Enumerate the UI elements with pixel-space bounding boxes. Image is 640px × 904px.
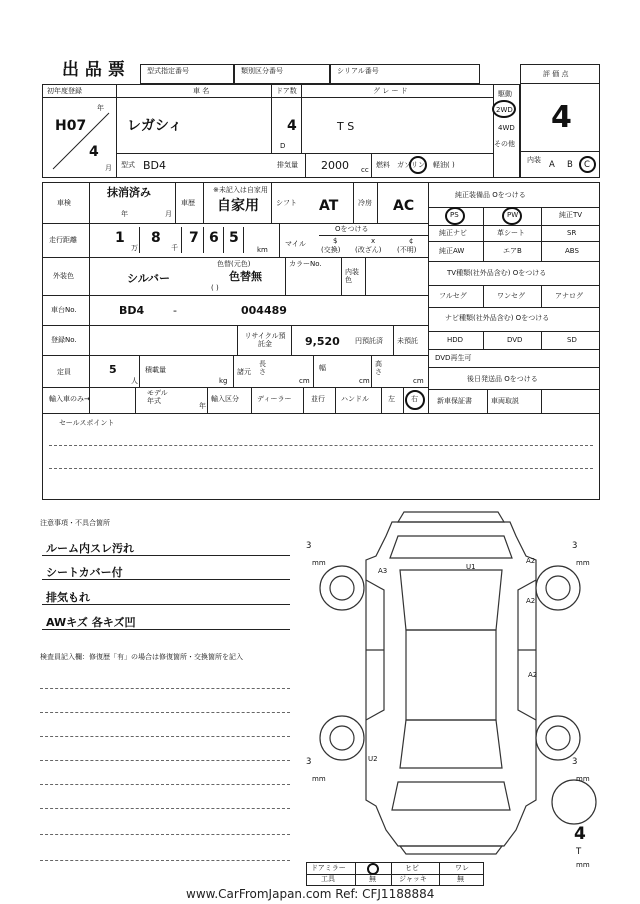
mile-label: マイル (285, 240, 306, 248)
inspection-month: 月 (165, 210, 172, 218)
mileage-digit-1: 1 (115, 230, 125, 246)
equipment-title: 純正装備品 Oをつける (455, 191, 526, 199)
tread-rr-unit: mm (576, 775, 590, 783)
equip-pw: PW (507, 211, 519, 219)
type-value: BD4 (143, 159, 167, 172)
model-year-unit: 年 (199, 402, 206, 410)
equip-pw-circle (502, 207, 522, 225)
note-item-1: ルーム内スレ汚れ (46, 542, 134, 555)
doors-label: ドア数 (276, 87, 297, 95)
equip-leather: 革シート (497, 229, 525, 237)
color-label: 外装色 (53, 272, 74, 280)
crack-label: ヒビ (405, 864, 419, 872)
inspection-year: 年 (121, 210, 128, 218)
equip-tv: 純正TV (559, 211, 583, 219)
reg-year-label: 年 (97, 104, 104, 112)
doors-value: 4 (287, 118, 297, 134)
tread-fr-unit: mm (576, 559, 590, 567)
ac-label: 冷房 (358, 199, 372, 207)
mileage-circle-note: Oをつける (335, 225, 369, 233)
mileage-label: 走行距離 (49, 236, 77, 244)
nav-dvd: DVD (507, 336, 523, 344)
doors-unit: D (280, 142, 286, 150)
drive-other: その他 (494, 140, 515, 148)
damage-u2: U2 (368, 755, 378, 763)
repaint-paren: ( ) (211, 284, 219, 292)
interior-grade-b: B (567, 160, 573, 170)
mileage-opt3-sub: (不明) (397, 246, 417, 254)
equip-sr: SR (567, 229, 577, 237)
color-value: シルバー (127, 272, 170, 285)
height-unit: cm (413, 377, 424, 385)
score-value: 4 (551, 100, 572, 135)
tv-oneseg: ワンセグ (497, 292, 525, 300)
nav-hdd: HDD (447, 336, 464, 344)
spare-tread: 4 (574, 824, 586, 844)
model-designation-label: 型式指定番号 (147, 67, 189, 75)
mileage-opt1-sub: (交換) (321, 246, 341, 254)
chassis-label: 車台No. (51, 306, 77, 314)
reg-month-label: 月 (105, 164, 112, 172)
score-label: 評 価 点 (543, 70, 569, 78)
mileage-opt3: ¢ (409, 237, 414, 245)
post-manual: 車両取説 (491, 397, 519, 405)
history-label: 車歴 (181, 199, 195, 207)
interior-grade-a: A (549, 160, 555, 170)
jack-value: 無 (457, 875, 464, 883)
chassis-prefix: BD4 (119, 304, 145, 317)
mileage-digit-3: 7 (189, 230, 199, 246)
tools-label: 工具 (321, 875, 335, 883)
import-dealer: ディーラー (257, 395, 292, 403)
tread-rl: 3 (306, 757, 312, 767)
damage-a2-rear: A2 (528, 671, 538, 679)
mileage-opt1: $ (333, 237, 338, 245)
tread-fr: 3 (572, 541, 578, 551)
mileage-sen: 千 (171, 244, 178, 252)
recycle-value: 9,520 (305, 335, 340, 348)
footer-table (306, 862, 484, 886)
tread-fl-unit: mm (312, 559, 326, 567)
recycle-not: 未預託 (397, 337, 418, 345)
chassis-number: 004489 (241, 304, 287, 317)
interior-grade-c: C (584, 160, 590, 170)
model-year-label: モデル年式 (147, 389, 168, 405)
spare-unit: mm (576, 861, 590, 869)
post-warranty: 新車保証書 (437, 397, 472, 405)
score-box (520, 64, 600, 178)
import-parallel: 並行 (311, 395, 325, 403)
category-box (234, 64, 330, 84)
diesel-paren: ( ) (447, 161, 455, 169)
notes-title: 注意事項・不具合箇所 (40, 519, 110, 527)
mileage-man: 万 (131, 244, 138, 252)
inspector-label: 検査員記入欄：修復歴「有」の場合は修復箇所・交換箇所を記入 (40, 653, 243, 661)
note-item-4: AWキズ 各キズ凹 (46, 616, 136, 629)
mileage-km: km (257, 246, 268, 254)
watermark: www.CarFromJapan.com Ref: CFJ1188884 (186, 887, 435, 901)
length-label: 長さ (259, 360, 266, 376)
serial-label: シリアル番号 (337, 67, 379, 75)
capacity-value: 5 (109, 363, 117, 376)
tools-value: 無 (369, 875, 376, 883)
interior-label: 内装 (527, 156, 541, 164)
displacement-unit: cc (361, 166, 369, 174)
door-mirror-label: ドアミラー (311, 864, 346, 872)
inspection-label: 車検 (57, 199, 71, 207)
ac-value: AC (393, 198, 415, 214)
equip-aw: 純正AW (439, 247, 465, 255)
car-diagram (300, 510, 600, 855)
handle-right-circle (405, 390, 425, 410)
interior-color-label: 内装色 (345, 268, 359, 284)
nav-sd: SD (567, 336, 577, 344)
tv-fullseg: フルセグ (439, 292, 467, 300)
dims-label: 諸元 (237, 368, 251, 376)
history-note: ※未記入は自家用 (213, 186, 268, 194)
inspection-value: 抹消済み (107, 186, 151, 199)
category-label: 類別区分番号 (241, 67, 283, 75)
car-name-label: 車 名 (193, 87, 210, 95)
height-label: 高さ (375, 360, 382, 376)
width-unit: cm (359, 377, 370, 385)
displacement-label: 排気量 (277, 161, 298, 169)
mileage-digit-5: 5 (229, 230, 239, 246)
grade-label: グ レ ー ド (373, 87, 408, 95)
drive-2wd-circle (492, 100, 516, 118)
equip-ps: PS (450, 211, 459, 219)
serial-box (330, 64, 480, 84)
repaint-label: 色替(元色) (217, 260, 251, 268)
interior-c-circle (579, 156, 596, 173)
gasoline-circle (409, 156, 427, 174)
first-reg-label: 初年度登録 (47, 87, 82, 95)
length-unit: cm (299, 377, 310, 385)
reg-diagonal (49, 104, 111, 173)
note-item-3: 排気もれ (46, 591, 90, 604)
reg-month: 4 (89, 144, 99, 160)
tread-rl-unit: mm (312, 775, 326, 783)
dvd-playback: DVD再生可 (435, 354, 472, 362)
detail-block (42, 182, 600, 500)
equip-abs: ABS (565, 247, 579, 255)
handle-left: 左 (388, 395, 395, 403)
drive-2wd: 2WD (496, 106, 513, 114)
displacement-value: 2000 (321, 159, 349, 172)
sales-point-label: セールスポイント (59, 419, 115, 427)
diesel-label: 軽油 (433, 161, 447, 169)
tv-title: TV種類(社外品含む) Oをつける (447, 269, 547, 277)
sheet-title: 出 品 票 (62, 60, 125, 80)
drive-4wd: 4WD (498, 124, 515, 132)
mileage-digit-2: 8 (151, 230, 161, 246)
registration-label: 登録No. (51, 336, 77, 344)
door-mirror-circle (367, 863, 379, 875)
import-class-label: 輸入区分 (211, 395, 239, 403)
spare-label: T (576, 847, 582, 857)
type-label: 型式 (121, 161, 135, 169)
car-info-block (42, 84, 520, 178)
tread-rr: 3 (572, 757, 578, 767)
color-no-label: カラーNo. (289, 260, 322, 268)
import-label: 輸入車のみ→ (49, 395, 90, 403)
mileage-digit-4: 6 (209, 230, 219, 246)
mileage-opt2-sub: (改ざん) (355, 246, 382, 254)
reg-year: H07 (55, 118, 87, 134)
equip-airbag: エアB (503, 247, 522, 255)
drive-label: 駆動 (498, 90, 512, 98)
equip-ps-circle (445, 207, 465, 225)
handle-label: ハンドル (341, 395, 369, 403)
capacity-label: 定員 (57, 368, 71, 376)
history-value: 自家用 (217, 198, 259, 214)
capacity-unit: 人 (131, 377, 138, 385)
grade-value: T S (337, 120, 355, 133)
shift-label: シフト (276, 199, 297, 207)
model-designation-box (140, 64, 234, 84)
break-label: ワレ (455, 864, 469, 872)
jack-label: ジャッキ (399, 875, 427, 883)
handle-right: 右 (411, 395, 418, 403)
load-label: 積載量 (145, 366, 166, 374)
shift-value: AT (319, 198, 339, 214)
damage-a2-side: A2 (526, 597, 536, 605)
chassis-dash: - (173, 304, 177, 317)
mileage-opt2: x (371, 237, 376, 245)
fuel-value: ガソリン (397, 161, 425, 169)
recycle-label: リサイクル預託金 (244, 332, 286, 348)
width-label: 幅 (319, 364, 326, 372)
equip-navi: 純正ナビ (439, 229, 467, 237)
note-item-2: シートカバー付 (46, 566, 123, 579)
car-name: レガシィ (127, 118, 183, 134)
tv-analog: アナログ (555, 292, 583, 300)
tread-fl: 3 (306, 541, 312, 551)
damage-a2-fr: A2 (526, 557, 536, 565)
load-unit: kg (219, 377, 228, 385)
damage-u1: U1 (466, 563, 476, 571)
fuel-label: 燃料 (376, 161, 390, 169)
post-title: 後日発送品 Oをつける (467, 375, 538, 383)
nav-title: ナビ種類(社外品含む) Oをつける (445, 314, 550, 322)
repaint-value: 色替無 (229, 270, 262, 283)
damage-a3: A3 (378, 567, 388, 575)
recycle-unit: 円預託済 (355, 337, 383, 345)
